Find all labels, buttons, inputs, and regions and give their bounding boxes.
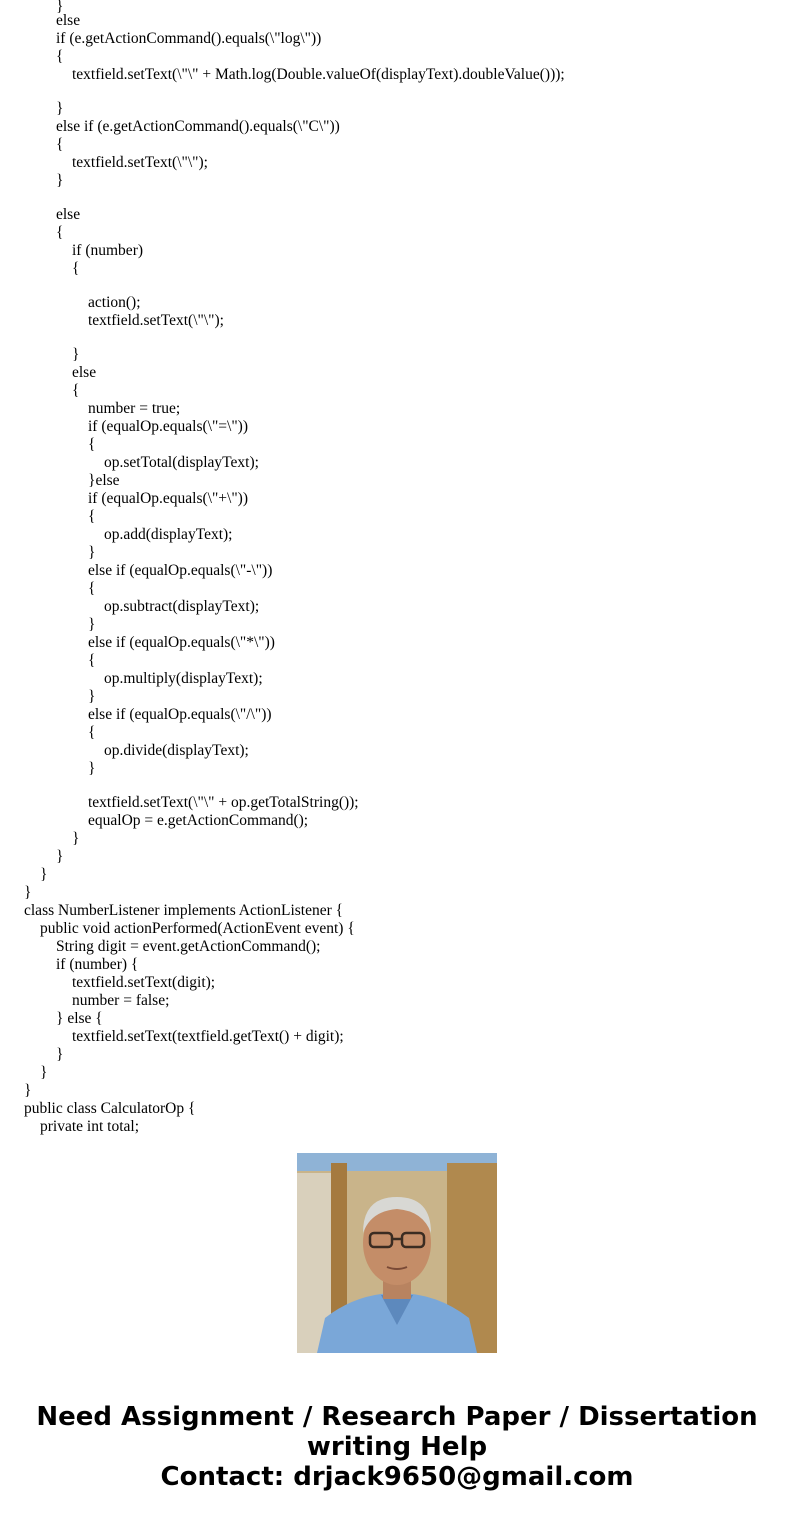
code-line: }: [72, 346, 80, 363]
code-line: }: [56, 1046, 64, 1063]
code-line: }: [88, 760, 96, 777]
code-line: }: [56, 100, 64, 117]
code-line: {: [88, 436, 96, 453]
code-line: class NumberListener implements ActionListener {: [24, 902, 344, 919]
code-line: }: [88, 544, 96, 561]
code-line: }: [88, 616, 96, 633]
code-line: op.divide(displayText);: [104, 742, 249, 759]
code-line: }: [56, 0, 64, 15]
author-avatar: [297, 1153, 497, 1353]
code-line: else if (equalOp.equals(\"-\")): [88, 562, 273, 579]
code-line: {: [56, 136, 64, 153]
code-line: textfield.setText(\"\");: [88, 312, 224, 329]
code-line: else if (equalOp.equals(\"*\")): [88, 634, 275, 651]
code-line: else if (equalOp.equals(\"/\")): [88, 706, 272, 723]
code-line: if (number): [72, 242, 144, 259]
code-line: if (equalOp.equals(\"+\")): [88, 490, 248, 507]
code-line: op.setTotal(displayText);: [104, 454, 259, 471]
code-line: public class CalculatorOp {: [24, 1100, 196, 1117]
code-line: if (e.getActionCommand().equals(\"log\")): [56, 30, 322, 47]
footer-contact-email: Contact: drjack9650@gmail.com: [160, 1462, 634, 1492]
code-line: }: [56, 172, 64, 189]
code-line: textfield.setText(\"\" + op.getTotalString());: [88, 794, 359, 811]
footer-headline-line2: writing Help: [306, 1432, 488, 1462]
code-line: else: [56, 206, 81, 223]
code-line: equalOp = e.getActionCommand();: [88, 812, 309, 829]
code-line: }else: [88, 472, 120, 489]
code-line: else: [56, 12, 81, 29]
code-line: else: [72, 364, 97, 381]
code-line: {: [72, 260, 80, 277]
avatar-photo: [297, 1153, 497, 1353]
code-line: public void actionPerformed(ActionEvent event) {: [40, 920, 355, 937]
code-line: {: [88, 652, 96, 669]
code-line: op.add(displayText);: [104, 526, 233, 543]
code-line: if (number) {: [56, 956, 139, 973]
footer-headline-line1: Need Assignment / Research Paper / Dissertation: [36, 1402, 758, 1432]
code-line: }: [72, 830, 80, 847]
code-line: }: [24, 1082, 32, 1099]
code-line: {: [88, 724, 96, 741]
code-line: action();: [88, 294, 141, 311]
code-line: if (equalOp.equals(\"=\")): [88, 418, 248, 435]
code-line: {: [72, 382, 80, 399]
code-line: String digit = event.getActionCommand();: [56, 938, 321, 955]
code-line: else if (e.getActionCommand().equals(\"C\")): [56, 118, 340, 135]
code-line: number = false;: [72, 992, 170, 1009]
code-line: {: [88, 508, 96, 525]
code-line: }: [40, 866, 48, 883]
code-line: {: [56, 224, 64, 241]
code-line: }: [24, 884, 32, 901]
code-line: number = true;: [88, 400, 181, 417]
code-line: }: [88, 688, 96, 705]
code-line: private int total;: [40, 1118, 140, 1135]
code-line: textfield.setText(\"\");: [72, 154, 208, 171]
code-line: op.multiply(displayText);: [104, 670, 263, 687]
code-line: textfield.setText(\"\" + Math.log(Double.valueOf(displayText).doubleValue()));: [72, 66, 565, 83]
code-line: } else {: [56, 1010, 103, 1027]
code-line: {: [56, 48, 64, 65]
code-line: }: [56, 848, 64, 865]
code-line: textfield.setText(textfield.getText() + digit);: [72, 1028, 344, 1045]
code-line: {: [88, 580, 96, 597]
code-line: textfield.setText(digit);: [72, 974, 216, 991]
contact-footer: [0, 1402, 794, 1492]
code-line: }: [40, 1064, 48, 1081]
code-line: op.subtract(displayText);: [104, 598, 260, 615]
